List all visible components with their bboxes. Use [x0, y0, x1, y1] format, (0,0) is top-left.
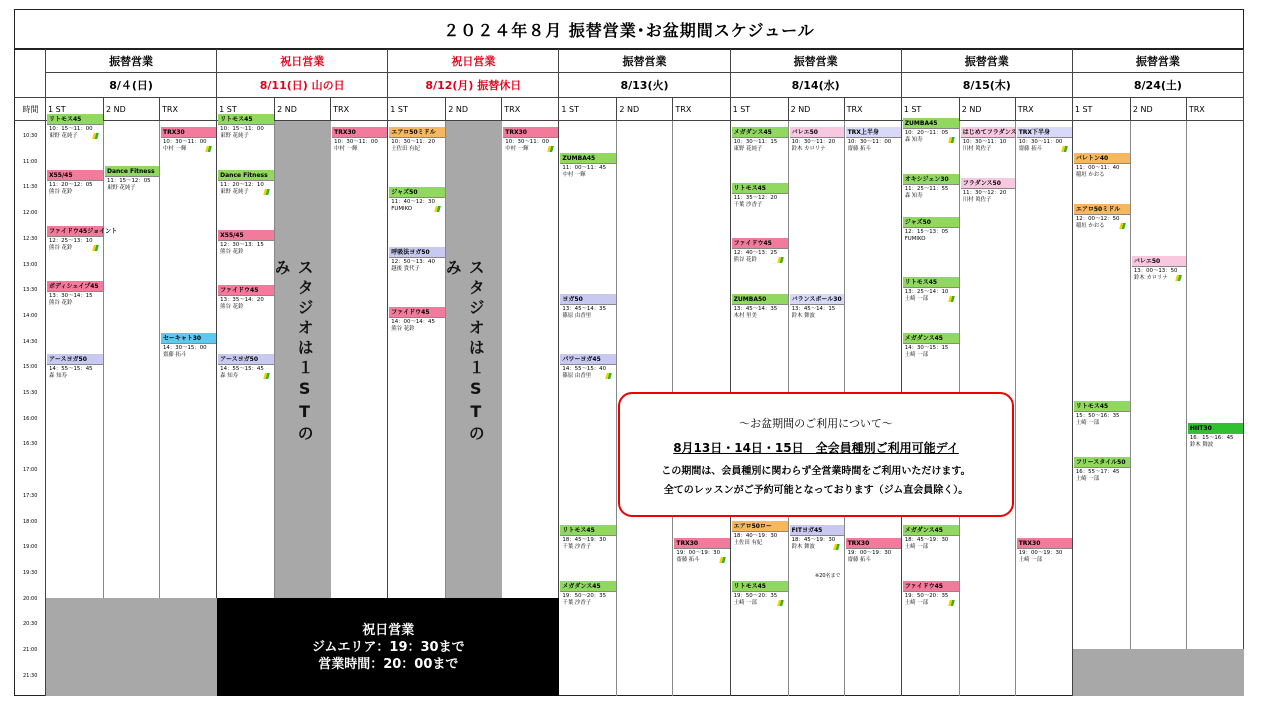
obon-notice: [618, 392, 1014, 517]
lesson-info: 14：30～15：00 齋藤 拓斗: [163, 344, 207, 358]
lesson-tag[interactable]: ZUMBA45: [560, 153, 616, 164]
lesson-tag[interactable]: FITヨガ45: [790, 525, 844, 536]
lesson-info: 12：50～13：40 越後 貴代子: [391, 258, 435, 272]
lesson-tag[interactable]: リトモス45: [47, 114, 103, 125]
lesson-info: 10：30～11：00 中村 一輝: [163, 139, 207, 152]
day-type: 振替営業: [559, 49, 730, 73]
lesson-info: 18：45～19：30 土崎 一部: [904, 537, 949, 551]
day-type: 振替営業: [46, 49, 217, 73]
studio-header: 1 ST: [731, 98, 789, 121]
lesson-tag[interactable]: TRX30: [503, 127, 558, 138]
holiday-hours-box: [217, 598, 559, 696]
time-label: 16:30: [23, 441, 38, 448]
lesson-info: 14：55～15：45 森 知寿: [220, 366, 264, 380]
lesson-info: 13：00～13：50 鈴木 カロリナ: [1133, 267, 1178, 281]
lesson-info: 10：30～11：00 中村 一輝: [334, 139, 378, 152]
lesson-tag[interactable]: バランスボール30: [791, 296, 842, 304]
time-label: 19:30: [23, 569, 38, 576]
lesson-info: 19：50～20：35 土崎 一部: [904, 593, 949, 607]
day-date: 8/24(土): [1073, 73, 1244, 98]
studio-header: 1 ST: [217, 98, 275, 121]
lesson-tag[interactable]: TRX30: [674, 538, 729, 549]
lesson-info: 12：00～12：50 稲垣 かおる: [1075, 216, 1120, 230]
lesson-tag[interactable]: エアロ50ロー: [732, 521, 788, 532]
time-label: 12:30: [23, 235, 38, 242]
lesson-info: 15：50～16：35 土崎 一部: [1075, 413, 1120, 427]
studio-header: 2 ND: [446, 98, 502, 121]
lesson-tag[interactable]: TRX30: [332, 127, 387, 138]
notice-line1: この期間は、会員種別に関わらず全営業時間をご利用いただけます。: [661, 465, 971, 477]
lesson-tag[interactable]: オキシジェン30: [903, 174, 959, 185]
time-label: 19:00: [23, 544, 38, 551]
beginner-mark-icon: [777, 600, 784, 606]
lesson-tag[interactable]: ファイドウ45: [389, 307, 445, 318]
lesson-tag[interactable]: フラダンス50: [961, 178, 1015, 189]
lesson-info: 18：45～19：30 鈴木 舞波: [791, 537, 836, 551]
studio-column: [1016, 121, 1073, 696]
lesson-tag[interactable]: Dance Fitness: [218, 170, 274, 181]
holiday-box-line2: 営業時間：20：00まで: [318, 656, 459, 672]
studio-header: 1 ST: [1073, 98, 1131, 121]
lesson-tag[interactable]: ZUMBA45: [903, 118, 959, 129]
lesson-info: 14：55～15：45 森 知寿: [49, 366, 93, 380]
lesson-info: 11：30～12：20 川村 眞佐子: [962, 190, 1007, 204]
lesson-info: 13：45～14：15 鈴木 舞波: [791, 306, 836, 320]
lesson-info: 19：00～19：30 齋藤 拓斗: [847, 550, 892, 564]
lesson-tag[interactable]: アースヨガ50: [47, 354, 103, 365]
studio-header: TRX: [845, 98, 902, 121]
day-type: 振替営業: [1073, 49, 1244, 73]
beginner-mark-icon: [719, 557, 726, 563]
lesson-info: 10：30～11：00 齋藤 拓斗: [1018, 139, 1063, 152]
lesson-tag[interactable]: リトモス45: [732, 183, 788, 194]
studio-header: 1 ST: [46, 98, 104, 121]
lesson-info: 11：20～12：10 東野 花純子: [220, 181, 264, 195]
lesson-tag[interactable]: リトモス45: [1074, 401, 1130, 412]
time-label: 13:00: [23, 261, 38, 268]
studio-header: TRX: [502, 98, 559, 121]
studio-header: 2 ND: [960, 98, 1016, 121]
lesson-tag[interactable]: バレトン40: [1074, 153, 1130, 164]
lesson-tag[interactable]: TRX30: [846, 538, 901, 549]
studio-header: TRX: [160, 98, 217, 121]
lesson-tag[interactable]: エアロ50ミドル: [1074, 204, 1130, 215]
lesson-info: 12：40～13：25 熊谷 花鈴: [733, 250, 778, 264]
day-date: 8/14(水): [731, 73, 902, 98]
lesson-tag[interactable]: ファイドウ45: [218, 285, 274, 296]
lesson-tag[interactable]: TRX30: [161, 127, 216, 138]
studio-header: 2 ND: [275, 98, 331, 121]
lesson-info: 12：25～13：10 熊谷 花鈴: [49, 237, 93, 251]
time-label: 17:00: [23, 467, 38, 474]
time-label: 18:00: [23, 518, 38, 525]
lesson-tag[interactable]: ジャズ50: [389, 187, 445, 198]
lesson-tag[interactable]: ファイドウ45ジョイント: [49, 227, 118, 235]
lesson-info: 11：00～11：40 稲垣 かおる: [1075, 164, 1120, 178]
lesson-tag[interactable]: セーキャト30: [161, 333, 216, 344]
day-date: 8/13(火): [559, 73, 730, 98]
closed-hours-block: [1073, 649, 1244, 696]
time-label: 16:00: [23, 415, 38, 422]
lesson-tag[interactable]: はじめてフラダンス: [962, 129, 1017, 136]
lesson-tag[interactable]: X55/45: [47, 170, 103, 181]
day-type: 振替営業: [902, 49, 1073, 73]
day-type: 祝日営業: [217, 49, 388, 73]
studio-header: 2 ND: [1131, 98, 1187, 121]
lesson-info: 11：20～12：05 熊谷 花鈴: [49, 181, 93, 195]
lesson-info: 14：00～14：45 熊谷 花鈴: [391, 318, 435, 332]
lesson-info: 19：00～19：30 土崎 一部: [1018, 550, 1063, 564]
time-label: 21:30: [23, 672, 38, 679]
lesson-tag[interactable]: パワーヨガ45: [560, 354, 616, 365]
lesson-tag[interactable]: フリースタイル50: [1074, 457, 1130, 468]
lesson-tag[interactable]: リトモス45: [218, 114, 274, 125]
lesson-tag[interactable]: 呼吸法ヨガ50: [389, 247, 445, 258]
lesson-tag[interactable]: リトモス45: [732, 581, 788, 592]
lesson-tag[interactable]: ジャズ50: [903, 217, 959, 228]
lesson-info: 19：00～19：30 齋藤 拓斗: [676, 550, 721, 564]
day-date: 8/４(日): [46, 73, 217, 98]
page-title: ２０２４年８月 振替営業･お盆期間スケジュール: [14, 9, 1244, 49]
day-date: 8/15(木): [902, 73, 1073, 98]
footnote: ※20名まで: [815, 573, 841, 579]
lesson-tag[interactable]: リトモス45: [560, 525, 616, 536]
lesson-info: 13：45～14：35 木村 里美: [733, 306, 778, 320]
day-type: 祝日営業: [388, 49, 559, 73]
time-label: 13:30: [23, 287, 38, 294]
lesson-info: 13：30～14：15 熊谷 花鈴: [49, 293, 93, 307]
studio-header: 2 ND: [617, 98, 673, 121]
lesson-info: 11：15～12：05 東野 花純子: [107, 177, 151, 191]
time-label: 14:00: [23, 312, 38, 319]
lesson-info: 16：55～17：45 土崎 一部: [1075, 468, 1120, 482]
lesson-info: 19：50～20：35 土崎 一部: [733, 593, 778, 607]
lesson-tag[interactable]: TRX30: [1017, 538, 1072, 549]
lesson-info: 10：30～11：20 土佐田 有紀: [391, 139, 435, 152]
time-label: 21:00: [23, 647, 38, 653]
studio-header: 1 ST: [902, 98, 960, 121]
lesson-tag[interactable]: ヨガ50: [560, 294, 616, 305]
notice-title: ～お盆期間のご利用について～: [739, 416, 893, 430]
time-label: 12:00: [23, 210, 38, 217]
day-type: 振替営業: [731, 49, 902, 73]
lesson-info: 10：30～11：00 中村 一輝: [505, 139, 549, 152]
time-label: 11:30: [23, 184, 38, 191]
lesson-tag[interactable]: ZUMBA50: [732, 294, 788, 305]
lesson-info: 10：20～11：05 森 知寿: [904, 130, 949, 144]
lesson-tag[interactable]: TRX上半身: [846, 127, 901, 138]
closed-studio-text: スタジオは１STのみ: [272, 259, 315, 445]
studio-header: 1 ST: [388, 98, 446, 121]
time-label: 11:00: [23, 158, 38, 165]
day-date: 8/12(月) 振替休日: [388, 73, 559, 98]
lesson-info: 19：50～20：35 千葉 沙香子: [562, 593, 607, 607]
time-label: 14:30: [23, 338, 38, 345]
lesson-info: 13：35～14：20 熊谷 花鈴: [220, 297, 264, 311]
lesson-tag[interactable]: メガダンス45: [903, 525, 959, 536]
time-label: 17:30: [23, 492, 38, 499]
lesson-tag[interactable]: ボディシェイプ45: [47, 281, 103, 292]
lesson-info: 18：40～19：30 土佐田 有紀: [733, 533, 778, 547]
studio-header: 2 ND: [789, 98, 845, 121]
time-label: 15:00: [23, 364, 38, 371]
lesson-tag[interactable]: X55/45: [218, 230, 274, 241]
lesson-tag[interactable]: メガダンス45: [560, 581, 616, 592]
lesson-tag[interactable]: バレエ50: [790, 127, 844, 138]
studio-column: [559, 121, 617, 696]
studio-header: 1 ST: [559, 98, 617, 121]
studio-column: [1187, 121, 1244, 696]
lesson-info: 18：45～19：30 千葉 沙香子: [562, 537, 607, 551]
time-column: [14, 121, 46, 696]
lesson-info: 10：15～11：00 東野 花純子: [220, 126, 264, 140]
lesson-info: 13：45～14：35 篠原 由香里: [562, 306, 607, 320]
lesson-info: 10：30～11：10 川村 眞佐子: [962, 139, 1007, 152]
lesson-tag[interactable]: エアロ50ミドル: [389, 127, 445, 138]
lesson-tag[interactable]: リトモス45: [903, 277, 959, 288]
studio-header: TRX: [1187, 98, 1244, 121]
lesson-tag[interactable]: HIIT30: [1188, 423, 1243, 434]
lesson-info: 10：30～11：20 鈴木 カロリナ: [791, 139, 836, 152]
lesson-info: 16：15～16：45 鈴木 舞波: [1189, 434, 1234, 448]
closed-hours-block: [46, 598, 217, 696]
lesson-info: 10：30～11：00 齋藤 拓斗: [847, 139, 892, 152]
studio-header: TRX: [1016, 98, 1073, 121]
lesson-tag[interactable]: メガダンス45: [732, 127, 788, 138]
lesson-info: 10：15～11：00 東野 花純子: [49, 126, 93, 140]
lesson-tag[interactable]: アースヨガ50: [218, 354, 274, 365]
notice-headline: 8月13日・14日・15日 全会員種別ご利用可能デイ: [673, 440, 959, 455]
studio-column: [1131, 121, 1187, 696]
lesson-tag[interactable]: メガダンス45: [903, 333, 959, 344]
closed-studio-text: スタジオは１STのみ: [443, 259, 486, 445]
lesson-info: 12：30～13：15 熊谷 花鈴: [220, 241, 264, 255]
time-header-blank: [14, 49, 46, 98]
time-label: 10:30: [23, 133, 38, 139]
lesson-info: 11：35～12：20 千葉 沙香子: [733, 194, 778, 208]
lesson-tag[interactable]: Dance Fitness: [105, 166, 159, 177]
studio-header: 2 ND: [104, 98, 160, 121]
notice-line2: 全てのレッスンがご予約可能となっております（ジム直会員除く）。: [663, 484, 969, 496]
time-header: 時間: [14, 98, 46, 121]
lesson-info: 12：15～13：05 FUMIKO: [904, 228, 949, 242]
lesson-info: 14：55～15：40 篠原 由香里: [562, 366, 607, 380]
lesson-info: 11：40～12：30 FUMIKO: [391, 198, 435, 212]
lesson-tag[interactable]: ファイドウ45: [732, 238, 788, 249]
time-label: 20:00: [23, 595, 38, 602]
lesson-info: 11：25～11：55 森 知寿: [904, 186, 949, 200]
studio-header: TRX: [673, 98, 730, 121]
lesson-info: 10：30～11：15 東野 花純子: [733, 139, 778, 152]
holiday-box-line1: ジムエリア：19：30まで: [311, 639, 465, 655]
lesson-tag[interactable]: TRX下半身: [1017, 127, 1072, 138]
lesson-info: 13：25～14：10 土崎 一部: [904, 288, 949, 302]
lesson-tag[interactable]: バレエ50: [1132, 256, 1186, 267]
studio-header: TRX: [331, 98, 388, 121]
time-label: 15:30: [23, 390, 38, 396]
lesson-info: 14：30～15：15 土崎 一部: [904, 344, 949, 358]
holiday-box-title: 祝日営業: [362, 622, 415, 638]
time-label: 20:30: [23, 621, 38, 628]
lesson-info: 11：00～11：45 中村 一輝: [562, 164, 607, 178]
lesson-tag[interactable]: ファイドウ45: [903, 581, 959, 592]
day-date: 8/11(日) 山の日: [217, 73, 388, 98]
